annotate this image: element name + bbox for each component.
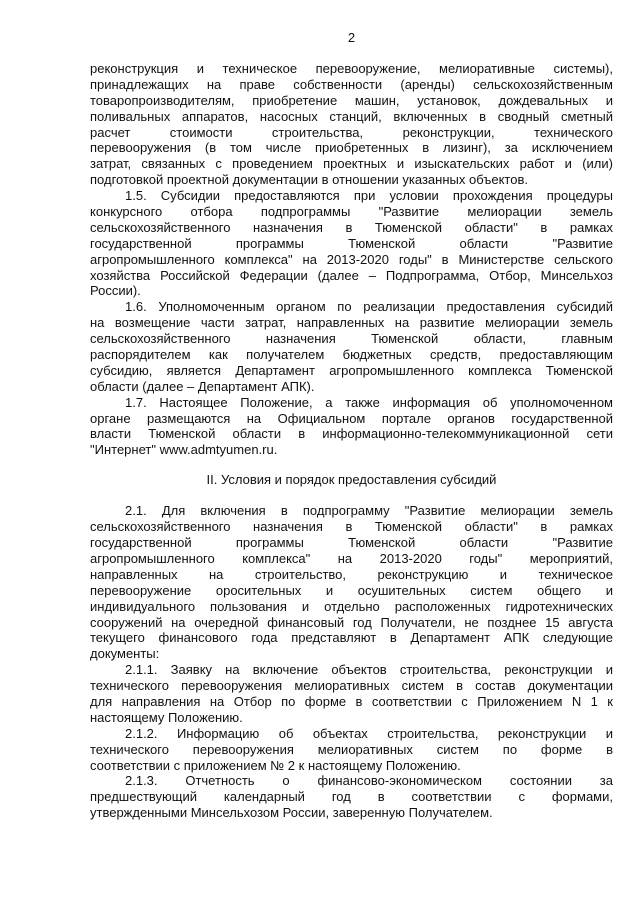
- text-line: субсидию, является Департамент агропромышленного комплекса Тюменской: [90, 362, 613, 378]
- text-line: направленных на строительство, реконструкцию и техническое: [90, 566, 613, 582]
- text-line: настоящему Положению.: [90, 709, 243, 725]
- text-line: власти Тюменской области в информационно-телекоммуникационной сети: [90, 426, 613, 442]
- text-line: для направления на Отбор по форме в соответствии с Приложением N 1 к: [90, 693, 613, 709]
- text-line: документы:: [90, 646, 160, 662]
- text-line: области (далее – Департамент АПК).: [90, 378, 315, 394]
- text-line: распорядителем как получателем бюджетных средств, предоставляющим: [90, 347, 613, 363]
- text-line: на возмещение части затрат, направленных на развитие мелиорации земель: [90, 315, 613, 331]
- text-line: соответствии с приложением № 2 к настоящему Положению.: [90, 757, 461, 773]
- text-line: 2.1.1. Заявку на включение объектов строительства, реконструкции и: [125, 662, 613, 678]
- paragraph: [90, 61, 613, 188]
- text-line: государственной программы Тюменской области "Развитие: [90, 235, 613, 251]
- text-line: текущего финансового года представляют в Департамент АПК следующие: [90, 630, 613, 646]
- text-line: принадлежащих на праве собственности (аренды) сельскохозяйственным: [90, 76, 613, 92]
- text-line: реконструкция и техническое перевооружение, мелиоративные системы),: [90, 61, 613, 76]
- text-line: товаропроизводителям, приобретение машин, установок, дождевальных и: [90, 92, 613, 108]
- text-line: технического перевооружения мелиоративных систем по форме в: [90, 741, 613, 757]
- text-line: сельскохозяйственного назначения в Тюменской области" в рамках: [90, 219, 613, 235]
- text-line: перевооружение оросительных и осушительных систем общего и: [90, 582, 613, 598]
- section-body-text: [90, 503, 613, 821]
- paragraph: [90, 299, 613, 394]
- text-line: затрат, связанных с проведением проектных и изыскательских работ и (или): [90, 156, 613, 172]
- section-heading: II. Условия и порядок предоставления субсидий: [206, 472, 497, 488]
- text-line: предшествующий календарный год в соответствии с формами,: [90, 789, 613, 805]
- text-line: сельскохозяйственного назначения Тюменской области, главным: [90, 331, 613, 347]
- text-line: 2.1.3. Отчетность о финансово-экономическом состоянии за: [125, 773, 613, 789]
- text-line: хозяйства Российской Федерации (далее – Подпрограмма, Отбор, Минсельхоз: [90, 267, 613, 283]
- paragraph: [90, 188, 613, 299]
- text-line: агропромышленного комплекса" на 2013-2020 годы" в Министерстве сельского: [90, 251, 613, 267]
- paragraph: [90, 726, 613, 774]
- text-line: агропромышленного комплекса" на 2013-2020 годы" мероприятий,: [90, 550, 613, 566]
- text-line: технического перевооружения мелиоративных систем в состав документации: [90, 678, 613, 694]
- text-line: 1.7. Настоящее Положение, а также информация об уполномоченном: [125, 394, 613, 410]
- text-line: 2.1.2. Информацию об объектах строительства, реконструкции и: [125, 725, 613, 741]
- text-line: поливальных аппаратов, насосных станций, включенных в сводный сметный: [90, 108, 613, 124]
- text-line: органе размещаются на Официальном портале органов государственной: [90, 410, 613, 426]
- text-line: 1.5. Субсидии предоставляются при условии прохождения процедуры: [125, 188, 613, 204]
- text-line: перевооружения (в том числе приобретенных в лизинг), за исключением: [90, 140, 613, 156]
- paragraph: [90, 395, 613, 459]
- text-line: сооружений на очередной финансовый год Получатели, не позднее 15 августа: [90, 614, 613, 630]
- text-line: утвержденными Минсельхозом России, заверенную Получателем.: [90, 805, 493, 821]
- text-line: индивидуального пользования и отдельно расположенных гидротехнических: [90, 598, 613, 614]
- text-line: сельскохозяйственного назначения в Тюменской области" в рамках: [90, 519, 613, 535]
- text-line: "Интернет" www.admtyumen.ru.: [90, 442, 278, 458]
- text-line: государственной программы Тюменской области "Развитие: [90, 535, 613, 551]
- paragraph: [90, 773, 613, 821]
- text-line: конкурсного отбора подпрограммы "Развитие мелиорации земель: [90, 204, 613, 220]
- text-line: России).: [90, 283, 141, 299]
- text-line: 1.6. Уполномоченным органом по реализации предоставления субсидий: [125, 299, 613, 315]
- paragraph: [90, 662, 613, 726]
- text-line: подготовкой проектной документации в отношении указанных объектов.: [90, 172, 528, 188]
- text-line: 2.1. Для включения в подпрограмму "Развитие мелиорации земель: [125, 503, 613, 519]
- text-line: расчет стоимости строительства, реконструкции, технического: [90, 124, 613, 140]
- page-number: 2: [347, 30, 356, 45]
- body-text: [90, 61, 613, 458]
- paragraph: [90, 503, 613, 662]
